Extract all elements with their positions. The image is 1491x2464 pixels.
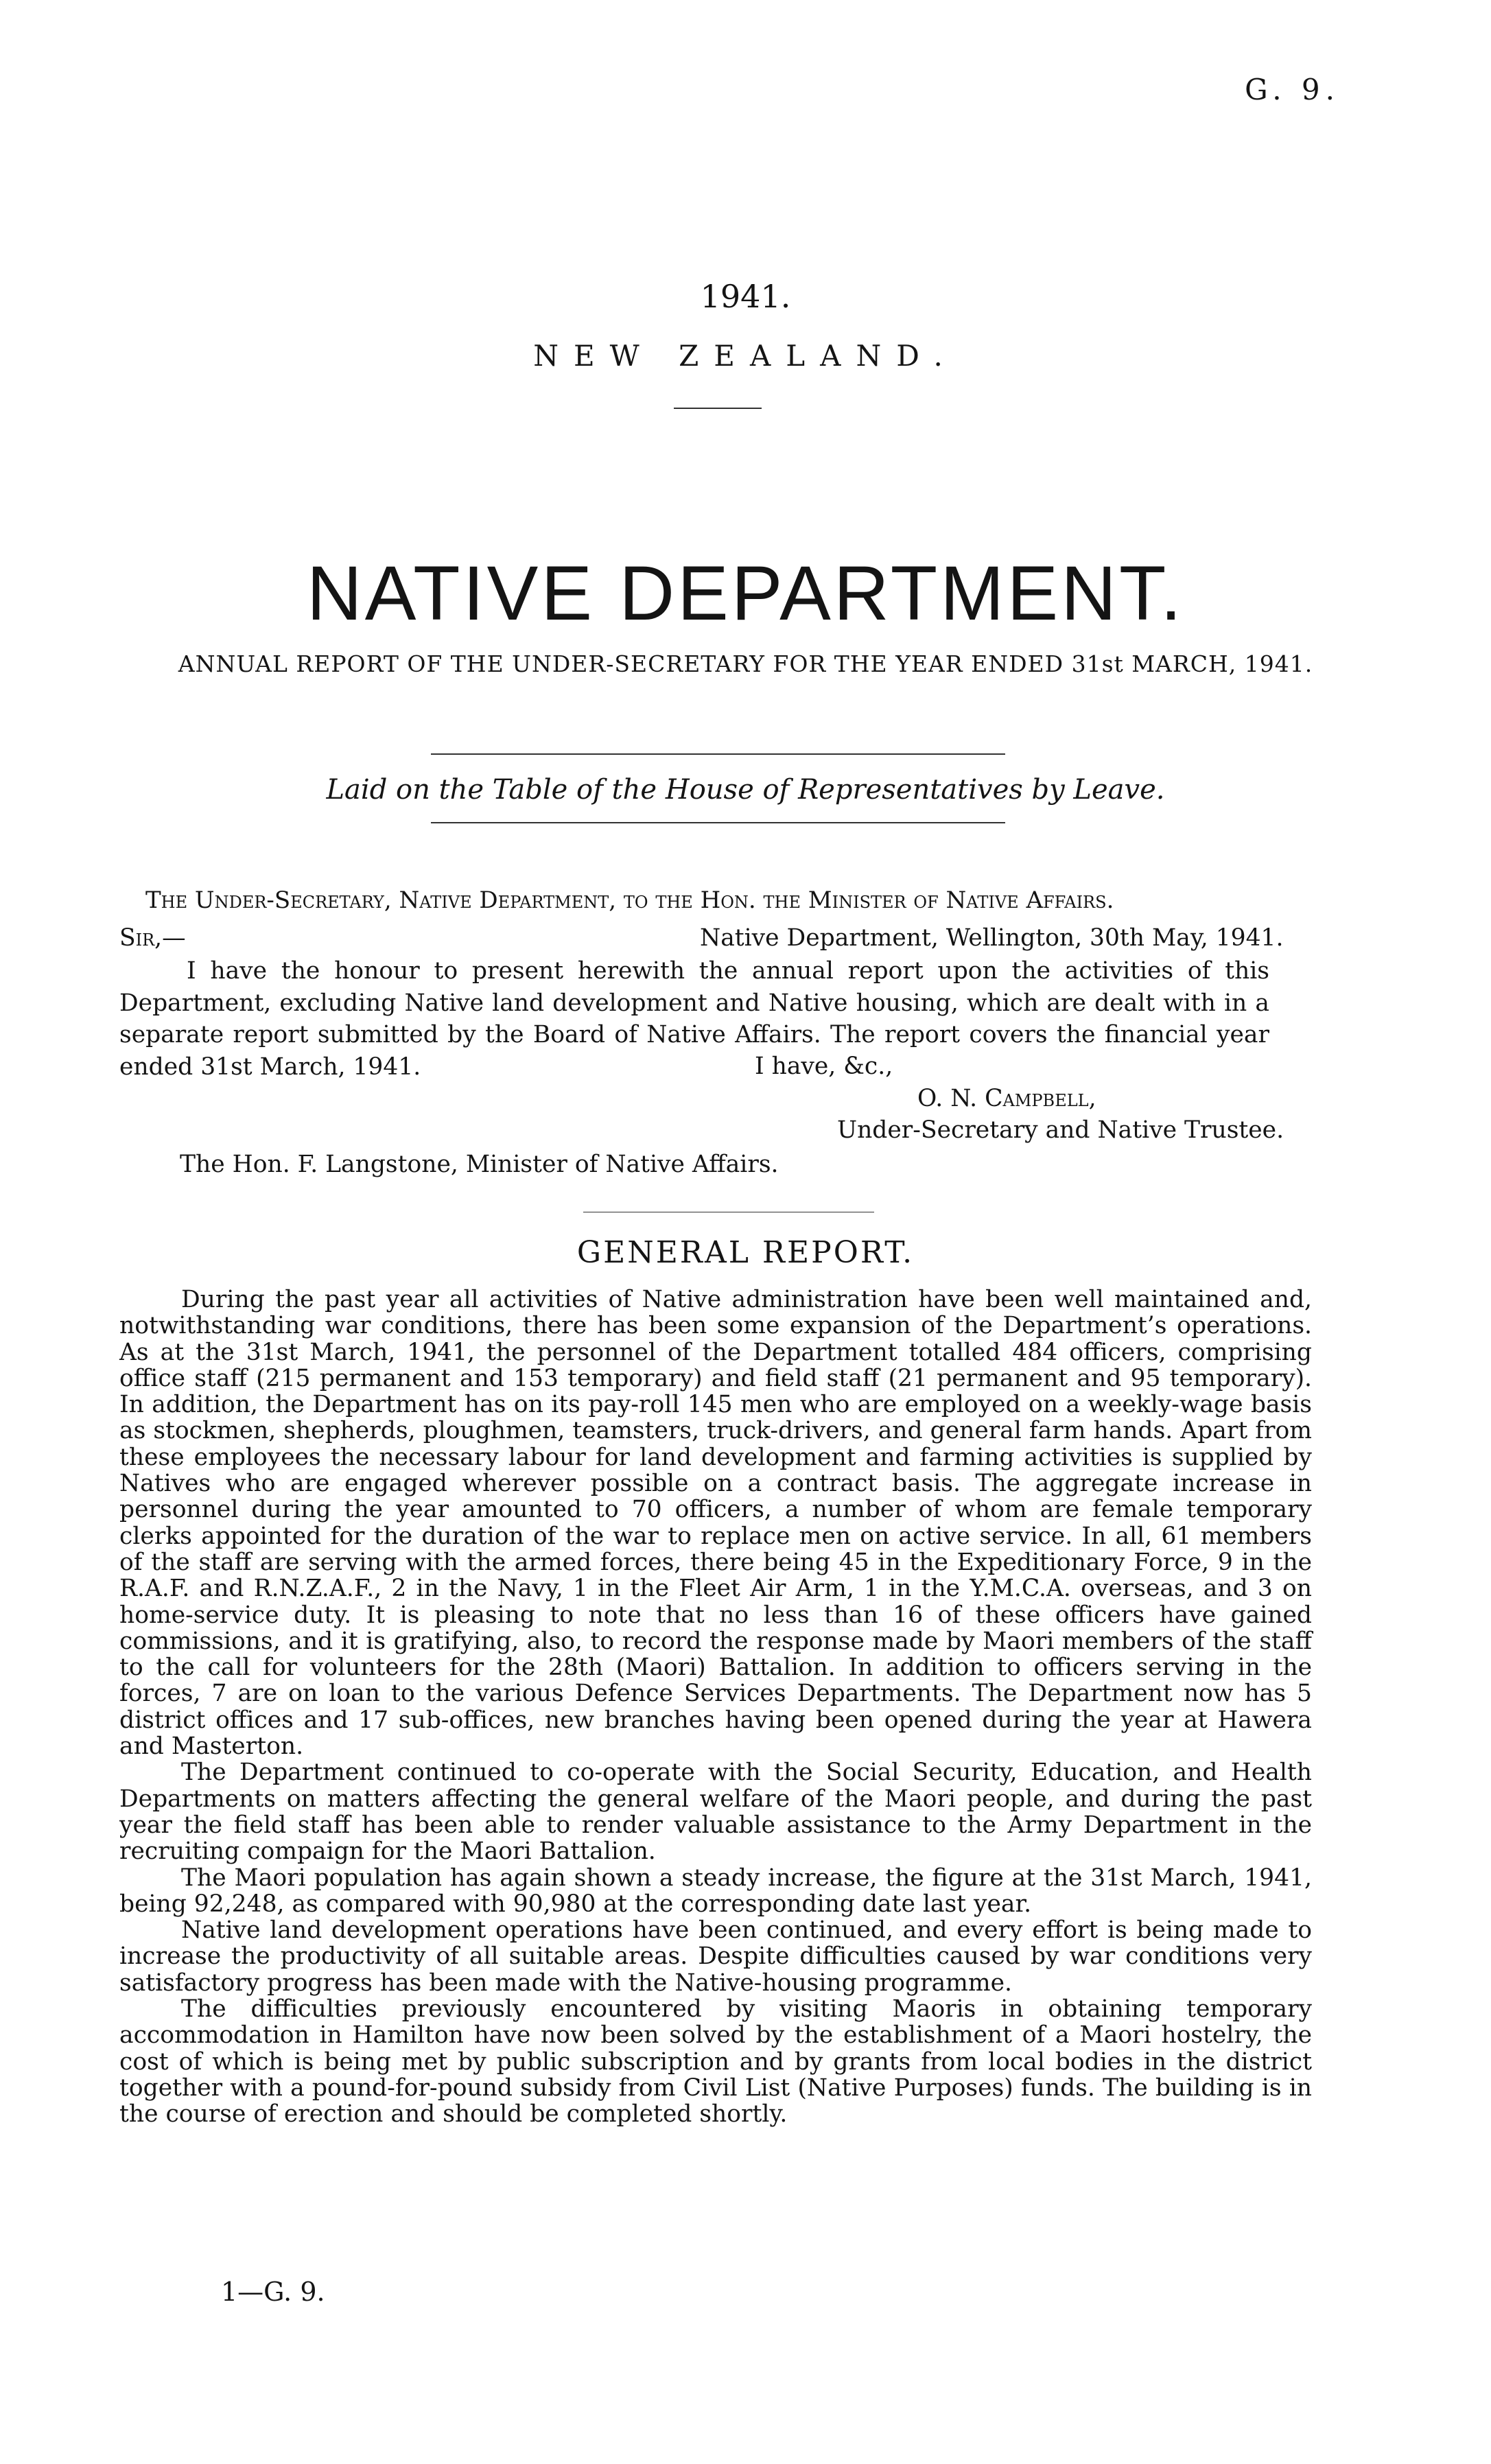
divider (431, 822, 1005, 823)
report-paragraph: The Maori population has again shown a steady increase, the figure at the 31st March, 1941, being 92,248, as compared with 90,980 at the corresponding date last year. (119, 1864, 1312, 1918)
report-paragraph: The difficulties previously encountered by visiting Maoris in obtaining temporary accommodation in Hamilton have now been solved by the establishment of a Maori hostelry, the cost of which is being met by public subscription and by grants from local bodies in the district together with a pound-for-pound subsidy from Civil List (Native Purposes) funds. The building is in the course of erection and should be completed shortly. (119, 1995, 1312, 2128)
country-heading: NEW ZEALAND. (533, 339, 958, 373)
letter-address-line: The Under-Secretary, Native Department, to the Hon. the Minister of Native Affairs. (145, 887, 1114, 914)
letter-salutation: Sir,— (119, 924, 186, 952)
report-body (119, 1287, 1312, 2128)
section-heading: GENERAL REPORT. (576, 1235, 915, 1270)
letter-closing: I have, &c., (755, 1053, 893, 1080)
letter-body: I have the honour to present herewith the annual report upon the activities of this Department, excluding Native land development and Native housing, which are dealt with in a separate report submitted by the Board of Native Affairs. The report covers the financial year ended 31st March, 1941. (119, 957, 1269, 1081)
laid-on-table-note: Laid on the Table of the House of Representatives by Leave. (326, 774, 1165, 806)
report-subtitle: ANNUAL REPORT OF THE UNDER-SECRETARY FOR THE YEAR ENDED 31st MARCH, 1941. (178, 650, 1313, 677)
report-paragraph: The Department continued to co-operate with the Social Security, Education, and Health Departments on matters affecting the general welfare of the Maori people, and during the past year the field staff has been able to render valuable assistance to the Army Department in the recruiting compaign for the Maori Battalion. (119, 1759, 1312, 1866)
report-year: 1941. (700, 278, 791, 315)
page-footer-code: 1—G. 9. (221, 2277, 325, 2307)
divider (674, 408, 762, 409)
document-code: G. 9. (1245, 73, 1340, 106)
report-paragraph: During the past year all activities of Native administration have been well maintained and, notwithstanding war conditions, there has been some expansion of the Department’s operations. As at the 31st March, 1941, the personnel of the Department totalled 484 officers, comprising office staff (215 permanent and 153 temporary) and field staff (21 permanent and 95 temporary). In addition, the Department has on its pay-roll 145 men who are employed on a weekly-wage basis as stockmen, shepherds, ploughmen, teamsters, truck-drivers, and general farm hands. Apart from these employees the necessary labour for land development and farming activities is supplied by Natives who are engaged wherever possible on a contract basis. The aggregate increase in personnel during the year amounted to 70 officers, a number of whom are female temporary clerks appointed for the duration of the war to replace men on active service. In all, 61 members of the staff are serving with the armed forces, there being 45 in the Expeditionary Force, 9 in the R.A.F. and R.N.Z.A.F., 2 in the Navy, 1 in the Fleet Air Arm, 1 in the Y.M.C.A. overseas, and 3 on home-service duty. It is pleasing to note that no less than 16 of these officers have gained commissions, and it is gratifying, also, to record the response made by Maori members of the staff to the call for volunteers for the 28th (Maori) Battalion. In addition to officers serving in the forces, 7 are on loan to the various Defence Services Departments. The Department now has 5 district offices and 17 sub-offices, new branches having been opened during the year at Hawera and Masterton. (119, 1286, 1312, 1761)
report-paragraph: Native land development operations have been continued, and every effort is being made to increase the productivity of all suitable areas. Despite difficulties caused by war conditions very satisfactory progress has been made with the Native-housing programme. (119, 1916, 1312, 1997)
signatory-title: Under-Secretary and Native Trustee. (837, 1116, 1284, 1144)
letter-signatory: O. N. Campbell, (917, 1085, 1096, 1112)
divider (431, 753, 1005, 755)
page-title: NATIVE DEPARTMENT. (306, 550, 1185, 636)
letter-addressee: The Hon. F. Langstone, Minister of Native Affairs. (180, 1151, 779, 1178)
letter-date-line: Native Department, Wellington, 30th May, 1941. (700, 924, 1284, 952)
